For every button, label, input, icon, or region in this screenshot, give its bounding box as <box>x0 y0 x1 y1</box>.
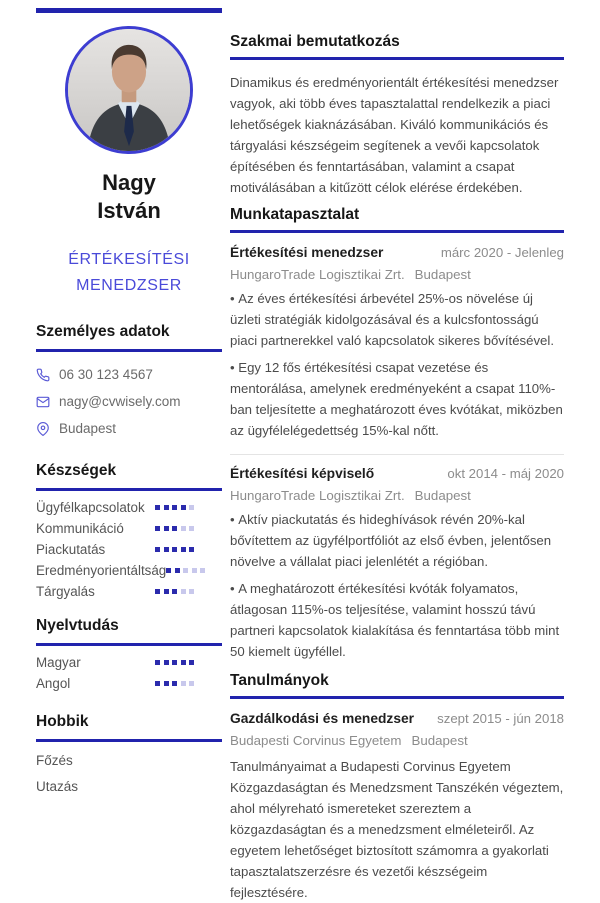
rating-dot-filled <box>181 505 186 510</box>
email-icon <box>36 395 50 409</box>
job-entry <box>230 245 564 441</box>
experience-section <box>230 206 564 662</box>
rating-dot-filled <box>155 660 160 665</box>
rating-dot-empty <box>189 505 194 510</box>
rating-dot-empty <box>183 568 188 573</box>
education-org-line <box>230 733 564 748</box>
language-rating <box>155 660 194 665</box>
skill-row <box>36 539 222 559</box>
rating-dot-filled <box>166 568 171 573</box>
contact-location <box>36 419 222 438</box>
skill-label: Piackutatás <box>36 541 106 557</box>
section-underline <box>36 488 222 491</box>
contact-phone <box>36 365 222 384</box>
candidate-job-title <box>36 247 222 299</box>
job-location: Budapest <box>414 488 471 503</box>
contact-email <box>36 392 222 411</box>
education-description: Tanulmányaimat a Budapesti Corvinus Egyetem Közgazdaságtan és Menedzsment Tanszékén végeztem, ahol mélyreható ismereteket szereztem a közgazdaságtan és a menedzsment elméleteiről. Az egyetem lehetőséget biztosított számomra a gyakorlati tapasztalatszerzésre és vezetői készségeim fejlesztésére. <box>230 759 564 900</box>
skill-row <box>36 518 222 538</box>
rating-dot-filled <box>172 660 177 665</box>
job-title-line1: ÉRTÉKESÍTÉSI <box>68 251 190 268</box>
section-underline <box>36 643 222 646</box>
skill-rating <box>155 505 194 510</box>
rating-dot-filled <box>155 526 160 531</box>
job-location: Budapest <box>414 267 471 282</box>
location-icon <box>36 422 50 436</box>
hobby-item: Utazás <box>36 779 79 794</box>
personal-data-section <box>36 323 222 438</box>
rating-dot-empty <box>181 681 186 686</box>
job-dates: márc 2020 - Jelenleg <box>440 245 564 260</box>
email-value: nagy@cvwisely.com <box>59 394 181 409</box>
languages-section-title: Nyelvtudás <box>36 617 119 634</box>
main-column <box>230 0 564 903</box>
rating-dot-filled <box>164 505 169 510</box>
education-degree: Gazdálkodási és menedzser <box>230 711 415 726</box>
language-row <box>36 652 222 672</box>
rating-dot-filled <box>164 589 169 594</box>
profile-photo <box>65 26 193 154</box>
job-org-line <box>230 488 564 503</box>
job-bullet: • A meghatározott értékesítési kvóták folyamatos, átlagosan 115%-os teljesítése, valamint hosszú távú partneri kapcsolatok kialakítása és fenntartása több mint 50 kiemelt ügyféllel. <box>230 578 564 662</box>
sidebar-accent-bar <box>36 8 222 13</box>
languages-list <box>36 652 222 693</box>
location-value: Budapest <box>59 421 117 436</box>
rating-dot-empty <box>189 589 194 594</box>
language-rating <box>155 681 194 686</box>
job-header <box>230 466 564 481</box>
job-org-line <box>230 267 564 282</box>
section-underline <box>230 230 564 233</box>
rating-dot-filled <box>175 568 180 573</box>
job-bullet: • Az éves értékesítési árbevétel 25%-os növelése új üzleti stratégiák kidolgozásával és a kulcsfontosságú piaci partnerekkel való kapcsolatok sikeres bővítésével. <box>230 288 564 351</box>
rating-dot-filled <box>189 547 194 552</box>
rating-dot-empty <box>192 568 197 573</box>
summary-text: Dinamikus és eredményorientált értékesítési menedzser vagyok, aki több éves tapasztalattal rendelkezik a piaci lehetőségek kiaknázásában. Kiváló kommunikációs és tárgyalási készségeim segítenek a vevői kapcsolatok építésében és fenntartásában, valamint a csapat motiválásában a kitűzött célok elérése érdekében. <box>230 75 559 195</box>
skill-rating <box>155 589 194 594</box>
languages-section <box>36 617 222 693</box>
hobbies-section-title: Hobbik <box>36 713 89 730</box>
rating-dot-filled <box>172 526 177 531</box>
personal-section-title: Személyes adatok <box>36 323 170 340</box>
section-underline <box>230 57 564 60</box>
job-company: HungaroTrade Logisztikai Zrt. <box>230 267 405 282</box>
rating-dot-filled <box>164 547 169 552</box>
education-header <box>230 711 564 726</box>
job-entry <box>230 466 564 662</box>
phone-icon <box>36 368 50 382</box>
job-role: Értékesítési képviselő <box>230 466 375 481</box>
rating-dot-filled <box>155 547 160 552</box>
education-dates: szept 2015 - jún 2018 <box>437 711 564 726</box>
section-underline <box>36 349 222 352</box>
rating-dot-empty <box>200 568 205 573</box>
summary-section <box>230 33 564 198</box>
education-section <box>230 672 564 903</box>
skill-row <box>36 560 222 580</box>
candidate-second-line: István <box>97 198 161 223</box>
contact-list <box>36 365 222 438</box>
job-header <box>230 245 564 260</box>
job-divider <box>230 454 564 455</box>
job-dates: okt 2014 - máj 2020 <box>447 466 564 481</box>
candidate-first-line: Nagy <box>102 170 156 195</box>
profile-photo-illustration <box>68 29 190 151</box>
skill-rating <box>155 526 194 531</box>
rating-dot-filled <box>172 589 177 594</box>
experience-section-title: Munkatapasztalat <box>230 206 360 223</box>
rating-dot-empty <box>189 681 194 686</box>
language-row <box>36 673 222 693</box>
rating-dot-filled <box>155 589 160 594</box>
language-label: Magyar <box>36 654 81 670</box>
hobby-list <box>36 752 222 795</box>
section-underline <box>230 696 564 699</box>
skill-row <box>36 581 222 601</box>
rating-dot-filled <box>164 681 169 686</box>
rating-dot-filled <box>172 505 177 510</box>
rating-dot-filled <box>155 505 160 510</box>
education-section-title: Tanulmányok <box>230 672 329 689</box>
job-title-line2: MENEDZSER <box>76 277 182 294</box>
job-bullet: • Aktív piackutatás és hideghívások révén 20%-kal bővítettem az ügyfélportfóliót az első évben, jelentősen növelve a vállalat piaci jelenlétét a régióban. <box>230 509 564 572</box>
skills-section-title: Készségek <box>36 462 117 479</box>
skill-rating <box>166 568 205 573</box>
rating-dot-empty <box>189 526 194 531</box>
job-role: Értékesítési menedzser <box>230 245 384 260</box>
skill-rating <box>155 547 194 552</box>
rating-dot-filled <box>155 681 160 686</box>
education-school: Budapesti Corvinus Egyetem <box>230 733 402 748</box>
rating-dot-filled <box>164 660 169 665</box>
skills-list <box>36 497 222 601</box>
rating-dot-filled <box>181 660 186 665</box>
skill-label: Eredményorientáltság <box>36 562 167 578</box>
language-label: Angol <box>36 675 71 691</box>
hobbies-section <box>36 713 222 795</box>
skill-label: Kommunikáció <box>36 520 124 536</box>
phone-value: 06 30 123 4567 <box>59 367 153 382</box>
rating-dot-filled <box>172 547 177 552</box>
sidebar <box>36 0 222 795</box>
candidate-name <box>36 169 222 225</box>
rating-dot-empty <box>181 526 186 531</box>
hobby-item: Főzés <box>36 753 73 768</box>
skill-row <box>36 497 222 517</box>
rating-dot-filled <box>164 526 169 531</box>
education-location: Budapest <box>411 733 468 748</box>
job-company: HungaroTrade Logisztikai Zrt. <box>230 488 405 503</box>
skills-section <box>36 462 222 601</box>
job-bullet: • Egy 12 fős értékesítési csapat vezetése és mentorálása, amelynek eredményeként a csapat 110%-ban teljesítette a meghatározott éves kvótákat, miközben az ügyfélelégedettség 15%-kal nőtt. <box>230 357 564 441</box>
rating-dot-filled <box>172 681 177 686</box>
skill-label: Tárgyalás <box>36 583 95 599</box>
rating-dot-filled <box>181 547 186 552</box>
summary-section-title: Szakmai bemutatkozás <box>230 33 400 50</box>
rating-dot-empty <box>181 589 186 594</box>
skill-label: Ügyfélkapcsolatok <box>36 499 145 515</box>
section-underline <box>36 739 222 742</box>
rating-dot-filled <box>189 660 194 665</box>
